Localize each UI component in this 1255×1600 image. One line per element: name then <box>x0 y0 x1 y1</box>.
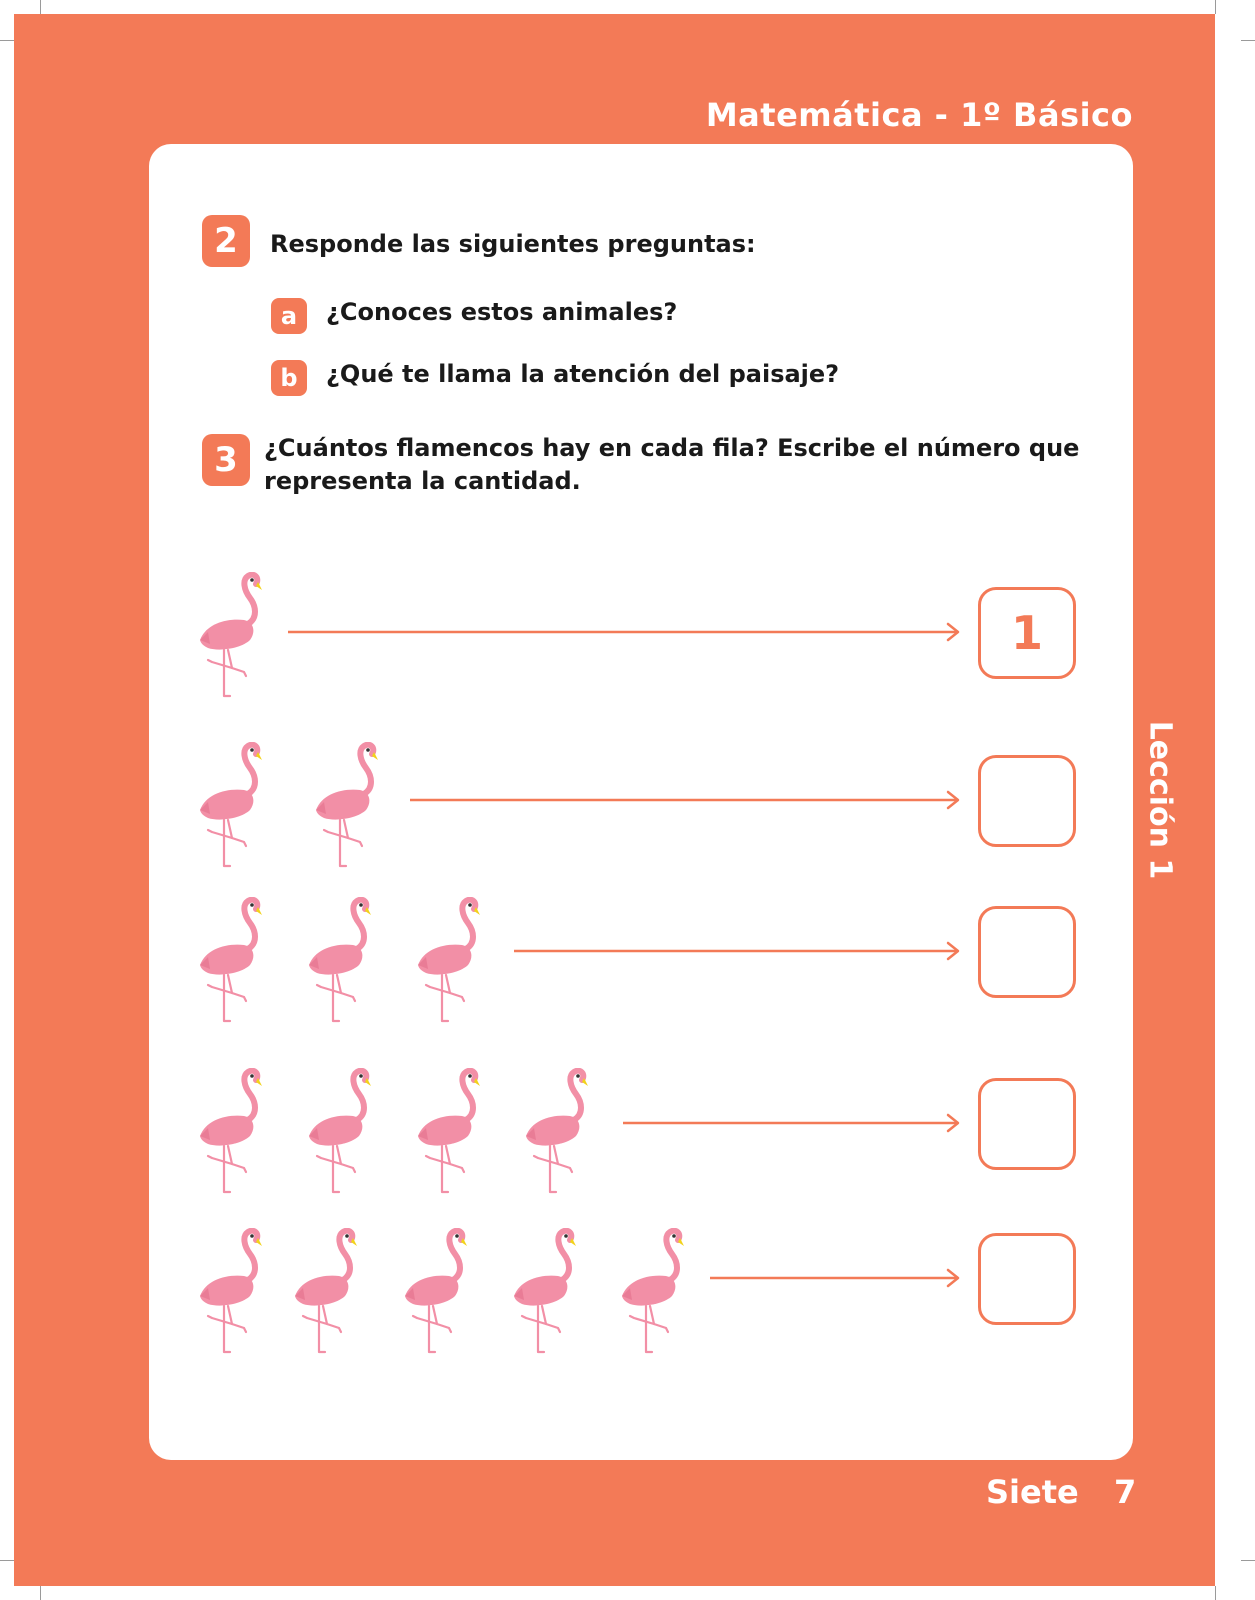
crop-mark <box>0 1560 14 1561</box>
crop-mark <box>1215 1586 1216 1600</box>
crop-mark <box>1241 40 1255 41</box>
flamingo-icon <box>403 1228 471 1354</box>
arrow-right-icon <box>288 622 960 642</box>
flamingo-row <box>0 1068 1255 1198</box>
flamingo-row <box>0 742 1255 872</box>
crop-mark <box>1241 1560 1255 1561</box>
page-number-word: Siete <box>986 1473 1079 1511</box>
lesson-label: Lección 1 <box>1142 720 1178 880</box>
flamingo-icon <box>314 742 382 868</box>
crop-mark <box>1215 0 1216 14</box>
subject-title: Matemática - 1º Básico <box>705 96 1133 134</box>
crop-mark <box>0 40 14 41</box>
flamingo-icon <box>198 897 266 1023</box>
arrow-right-icon <box>710 1268 960 1288</box>
flamingo-icon <box>307 1068 375 1194</box>
flamingo-icon <box>198 1068 266 1194</box>
page-number: 7 <box>1114 1473 1137 1511</box>
item-a-text: ¿Conoces estos animales? <box>326 298 678 326</box>
answer-box[interactable] <box>978 755 1076 847</box>
question-3-badge: 3 <box>202 434 250 486</box>
item-a-badge: a <box>271 298 307 334</box>
crop-mark <box>40 1586 41 1600</box>
flamingo-icon <box>198 572 266 698</box>
flamingo-icon <box>512 1228 580 1354</box>
flamingo-icon <box>198 1228 266 1354</box>
flamingo-row <box>0 897 1255 1027</box>
answer-box[interactable] <box>978 1078 1076 1170</box>
flamingo-icon <box>198 742 266 868</box>
flamingo-row <box>0 572 1255 702</box>
question-3-line-2: representa la cantidad. <box>264 467 581 495</box>
flamingo-icon <box>524 1068 592 1194</box>
flamingo-icon <box>620 1228 688 1354</box>
flamingo-icon <box>416 1068 484 1194</box>
question-3-line-1: ¿Cuántos flamencos hay en cada fila? Escribe el número que <box>264 434 1080 462</box>
flamingo-row <box>0 1228 1255 1358</box>
flamingo-icon <box>293 1228 361 1354</box>
arrow-right-icon <box>623 1113 960 1133</box>
flamingo-icon <box>307 897 375 1023</box>
item-b-text: ¿Qué te llama la atención del paisaje? <box>326 360 840 388</box>
arrow-right-icon <box>514 941 960 961</box>
answer-box[interactable] <box>978 1233 1076 1325</box>
item-b-badge: b <box>271 360 307 396</box>
answer-box[interactable]: 1 <box>978 587 1076 679</box>
arrow-right-icon <box>410 790 960 810</box>
question-2-text: Responde las siguientes preguntas: <box>270 230 756 258</box>
crop-mark <box>40 0 41 14</box>
question-3-text <box>264 432 1079 498</box>
question-2-badge: 2 <box>202 215 250 267</box>
answer-box[interactable] <box>978 906 1076 998</box>
flamingo-icon <box>416 897 484 1023</box>
